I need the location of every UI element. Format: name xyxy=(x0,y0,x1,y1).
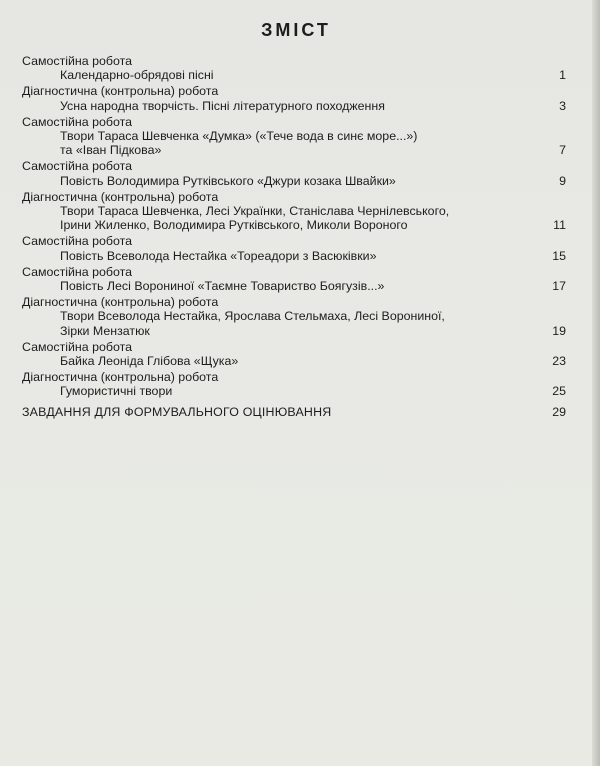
toc-entry-line: Усна народна творчість. Пісні літературного походження xyxy=(60,98,385,113)
toc-page-number: 23 xyxy=(552,354,566,369)
toc-entry xyxy=(22,68,570,82)
toc-section-heading: Діагностична (контрольна) робота xyxy=(22,370,219,385)
toc-entry-line: Байка Леоніда Глібова «Щука» xyxy=(60,354,239,369)
toc-page-number: 17 xyxy=(552,279,566,294)
toc-section-heading: Діагностична (контрольна) робота xyxy=(22,295,219,310)
toc-entry-text xyxy=(22,354,238,368)
toc-entry-text xyxy=(22,174,396,188)
toc-page-number: 11 xyxy=(553,218,566,233)
toc-section xyxy=(22,84,570,112)
toc-page-number: 29 xyxy=(552,404,566,419)
toc-entry-line: Повість Всеволода Нестайка «Тореадори з Васюківки» xyxy=(60,248,377,263)
toc-page-number: 15 xyxy=(552,248,566,263)
toc-section xyxy=(22,159,570,187)
toc-entry-line: Календарно-обрядові пісні xyxy=(60,68,214,83)
toc-section-heading: Самостійна робота xyxy=(22,234,133,249)
toc-entry-text xyxy=(22,249,376,263)
page-title: ЗМІСТ xyxy=(261,20,331,40)
page-edge-shadow xyxy=(592,0,600,766)
toc-page-number: 9 xyxy=(559,173,566,188)
toc-entry-line: та «Іван Підкова» xyxy=(60,143,162,158)
toc-section xyxy=(22,234,570,262)
toc-section-heading: Самостійна робота xyxy=(22,264,133,279)
toc-section-heading: Самостійна робота xyxy=(22,54,133,68)
toc-entry-line: Твори Всеволода Нестайка, Ярослава Стельмаха, Лесі Ворониної, xyxy=(60,309,445,324)
toc-entry xyxy=(22,99,570,113)
toc-entry-line: Ірини Жиленко, Володимира Рутківського, Миколи Вороного xyxy=(60,218,408,233)
toc-section-heading: Діагностична (контрольна) робота xyxy=(22,189,219,204)
toc-entry xyxy=(22,384,570,398)
toc-entry xyxy=(22,309,570,337)
toc-final-entry xyxy=(22,405,570,419)
toc-page-number: 25 xyxy=(552,384,566,399)
toc-entry-text xyxy=(22,129,417,157)
toc-entry-text xyxy=(22,309,445,337)
toc-entry xyxy=(22,249,570,263)
toc-entry-text xyxy=(22,204,449,232)
toc-section xyxy=(22,295,570,338)
toc-page-number: 3 xyxy=(559,98,566,113)
toc-entry-text xyxy=(22,99,385,113)
toc-entry xyxy=(22,204,570,232)
toc-entry-line: Повість Лесі Ворониної «Таємне Товариство Боягузів...» xyxy=(60,279,385,294)
toc-entry xyxy=(22,354,570,368)
table-of-contents xyxy=(22,54,570,419)
toc-page-number: 19 xyxy=(552,323,566,338)
toc-section-heading: Діагностична (контрольна) робота xyxy=(22,84,219,99)
toc-section xyxy=(22,265,570,293)
toc-section xyxy=(22,190,570,233)
toc-section-heading: Самостійна робота xyxy=(22,339,133,354)
toc-entry-text xyxy=(22,384,172,398)
toc-entry xyxy=(22,174,570,188)
toc-page-number: 1 xyxy=(559,68,566,83)
toc-section xyxy=(22,54,570,82)
toc-entry-line: Повість Володимира Рутківського «Джури козака Швайки» xyxy=(60,173,396,188)
toc-section xyxy=(22,370,570,398)
toc-entry xyxy=(22,279,570,293)
toc-section xyxy=(22,115,570,158)
toc-entry-line: Твори Тараса Шевченка, Лесі Українки, Станіслава Чернілевського, xyxy=(60,204,450,219)
toc-section xyxy=(22,340,570,368)
toc-entry-line: Твори Тараса Шевченка «Думка» («Тече вода в синє море...») xyxy=(60,129,418,144)
toc-section-heading: Самостійна робота xyxy=(22,114,133,129)
toc-entry-text xyxy=(22,279,384,293)
toc-final-label: ЗАВДАННЯ ДЛЯ ФОРМУВАЛЬНОГО ОЦІНЮВАННЯ xyxy=(22,404,332,419)
toc-page-number: 7 xyxy=(559,143,566,158)
toc-entry-text xyxy=(22,68,214,82)
toc-entry-line: Зірки Мензатюк xyxy=(60,323,150,338)
toc-section-heading: Самостійна робота xyxy=(22,159,133,174)
toc-entry-line: Гумористичні твори xyxy=(60,384,173,399)
toc-entry xyxy=(22,129,570,157)
